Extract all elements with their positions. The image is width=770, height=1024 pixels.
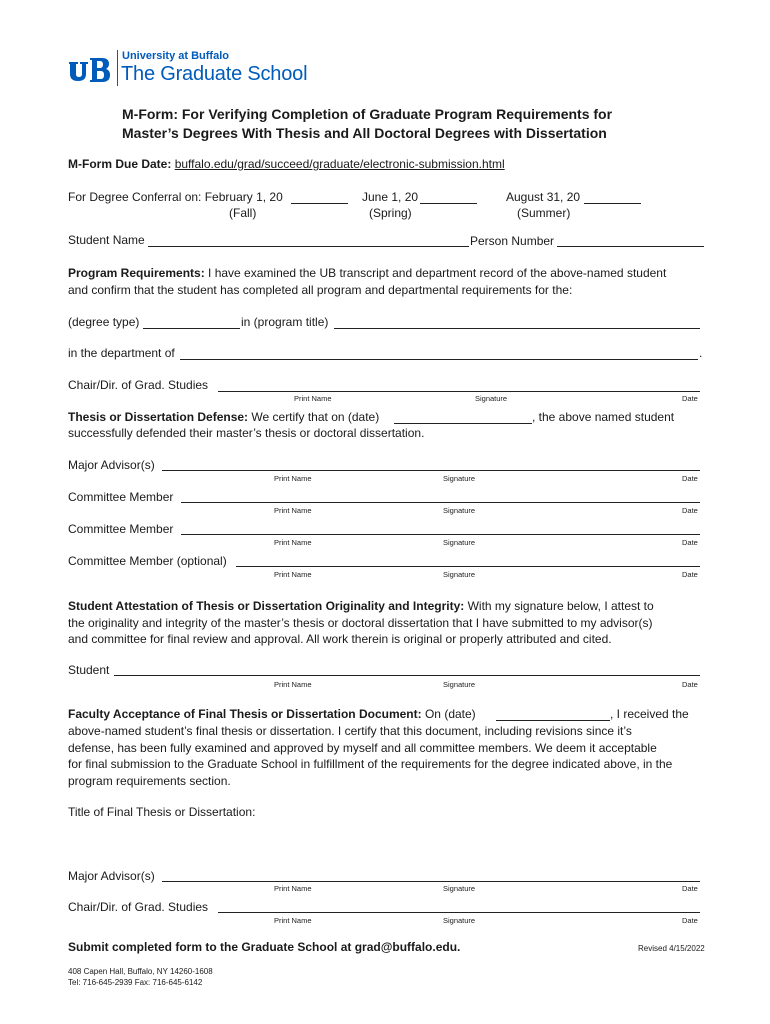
caption-signature: Signature xyxy=(443,474,476,483)
committee-member-2-line[interactable] xyxy=(181,534,700,535)
defense-line1-end: , the above named student xyxy=(532,410,675,424)
chair-label: Chair/Dir. of Grad. Studies xyxy=(68,378,209,392)
june-label: June 1, 20 xyxy=(362,190,419,204)
university-name: University at Buffalo xyxy=(122,50,229,62)
caption-date: Date xyxy=(682,916,698,925)
caption-print: Print Name xyxy=(274,570,312,579)
caption-date: Date xyxy=(682,474,698,483)
defense-major-advisor-label: Major Advisor(s) xyxy=(68,458,155,472)
attestation-student-label: Student xyxy=(68,663,110,677)
acceptance-chair-line[interactable] xyxy=(218,912,700,913)
program-requirements-heading: Program Requirements: xyxy=(68,266,205,280)
defense-date-field[interactable] xyxy=(394,423,532,424)
acceptance-body: above-named student’s final thesis or dissertation. I certify that this document, including revisions since it’s defense, has been fully examined and approved by myself and all committee members. We deem it acceptable for final submission to the Graduate School in fulfillment of the requirements for the degree indicated above, in the program requirements section. xyxy=(68,724,673,788)
due-date-row xyxy=(68,157,505,171)
caption-print: Print Name xyxy=(274,884,312,893)
title-final-label: Title of Final Thesis or Dissertation: xyxy=(68,805,256,819)
conferral-label: For Degree Conferral on: February 1, 20 xyxy=(68,190,283,204)
program-title-label: in (program title) xyxy=(241,315,329,329)
acceptance-major-advisor-line[interactable] xyxy=(162,881,700,882)
form-title-line1: M-Form: For Verifying Completion of Graduate Program Requirements for xyxy=(122,106,613,122)
student-name-label: Student Name xyxy=(68,233,145,247)
footer-phone: Tel: 716-645-2939 Fax: 716-645-6142 xyxy=(68,978,203,987)
caption-print: Print Name xyxy=(274,680,312,689)
program-requirements-text: Program Requirements: I have examined the UB transcript and department record of the above-named student and confirm that the student has completed all program and departmental requirements for the: xyxy=(68,266,667,297)
submit-instruction: Submit completed form to the Graduate School at grad@buffalo.edu. xyxy=(68,940,461,954)
committee-member-2-label: Committee Member xyxy=(68,522,174,536)
acceptance-date-field[interactable] xyxy=(496,720,610,721)
caption-signature: Signature xyxy=(443,680,476,689)
department-label: in the department of xyxy=(68,346,175,360)
person-number-field[interactable] xyxy=(557,246,704,247)
caption-date: Date xyxy=(682,680,698,689)
degree-type-field[interactable] xyxy=(143,328,240,329)
acceptance-chair-label: Chair/Dir. of Grad. Studies xyxy=(68,900,209,914)
caption-signature: Signature xyxy=(443,506,476,515)
ub-logo-icon xyxy=(68,56,112,86)
caption-print: Print Name xyxy=(274,538,312,547)
school-name: The Graduate School xyxy=(121,63,308,85)
caption-print: Print Name xyxy=(274,474,312,483)
february-year-field[interactable] xyxy=(291,203,348,204)
caption-signature: Signature xyxy=(443,884,476,893)
caption-signature: Signature xyxy=(443,570,476,579)
august-label: August 31, 20 xyxy=(506,190,581,204)
defense-line1: Thesis or Dissertation Defense: We certify that on (date) xyxy=(68,410,380,424)
caption-signature: Signature xyxy=(443,538,476,547)
acceptance-major-advisor-label: Major Advisor(s) xyxy=(68,869,155,883)
committee-member-optional-line[interactable] xyxy=(236,566,700,567)
summer-label: (Summer) xyxy=(517,206,571,220)
committee-member-1-label: Committee Member xyxy=(68,490,174,504)
department-period: . xyxy=(699,346,703,360)
attestation-text: Student Attestation of Thesis or Dissertation Originality and Integrity: With my signature below, I attest to the originality and integrity of the master’s thesis or doctoral dissertation that I have submitted to my advisor(s) and committee for final review and approval. All work therein is original or properly attributed and cited. xyxy=(68,599,654,646)
student-name-field[interactable] xyxy=(148,246,469,247)
fall-label: (Fall) xyxy=(229,206,257,220)
due-date-label: M-Form Due Date: xyxy=(68,157,172,171)
chair-signature-line[interactable] xyxy=(218,391,700,392)
department-field[interactable] xyxy=(180,359,698,360)
due-date-link[interactable]: buffalo.edu/grad/succeed/graduate/electronic-submission.html xyxy=(174,157,505,171)
acceptance-heading: Faculty Acceptance of Final Thesis or Dissertation Document: xyxy=(68,707,422,721)
attestation-student-line[interactable] xyxy=(114,675,700,676)
form-title-line2: Master’s Degrees With Thesis and All Doctoral Degrees with Dissertation xyxy=(122,125,607,141)
caption-date: Date xyxy=(682,570,698,579)
program-title-field[interactable] xyxy=(334,328,700,329)
spring-label: (Spring) xyxy=(369,206,412,220)
acceptance-line1: Faculty Acceptance of Final Thesis or Dissertation Document: On (date) xyxy=(68,707,476,721)
footer-address: 408 Capen Hall, Buffalo, NY 14260-1608 xyxy=(68,967,213,976)
attestation-heading: Student Attestation of Thesis or Dissertation Originality and Integrity: xyxy=(68,599,465,613)
june-year-field[interactable] xyxy=(420,203,477,204)
chair-signature-caption: Signature xyxy=(475,394,508,403)
committee-member-1-line[interactable] xyxy=(181,502,700,503)
caption-print: Print Name xyxy=(274,916,312,925)
august-year-field[interactable] xyxy=(584,203,641,204)
caption-date: Date xyxy=(682,538,698,547)
person-number-label: Person Number xyxy=(470,234,555,248)
committee-member-optional-label: Committee Member (optional) xyxy=(68,554,227,568)
degree-type-label: (degree type) xyxy=(68,315,140,329)
chair-print-name-caption: Print Name xyxy=(294,394,332,403)
chair-date-caption: Date xyxy=(682,394,698,403)
defense-heading: Thesis or Dissertation Defense: xyxy=(68,410,249,424)
acceptance-line1-end: , I received the xyxy=(610,707,689,721)
caption-date: Date xyxy=(682,884,698,893)
caption-date: Date xyxy=(682,506,698,515)
defense-line2: successfully defended their master’s thesis or doctoral dissertation. xyxy=(68,426,425,440)
caption-print: Print Name xyxy=(274,506,312,515)
defense-major-advisor-line[interactable] xyxy=(162,470,700,471)
caption-signature: Signature xyxy=(443,916,476,925)
revised-date: Revised 4/15/2022 xyxy=(638,944,705,953)
